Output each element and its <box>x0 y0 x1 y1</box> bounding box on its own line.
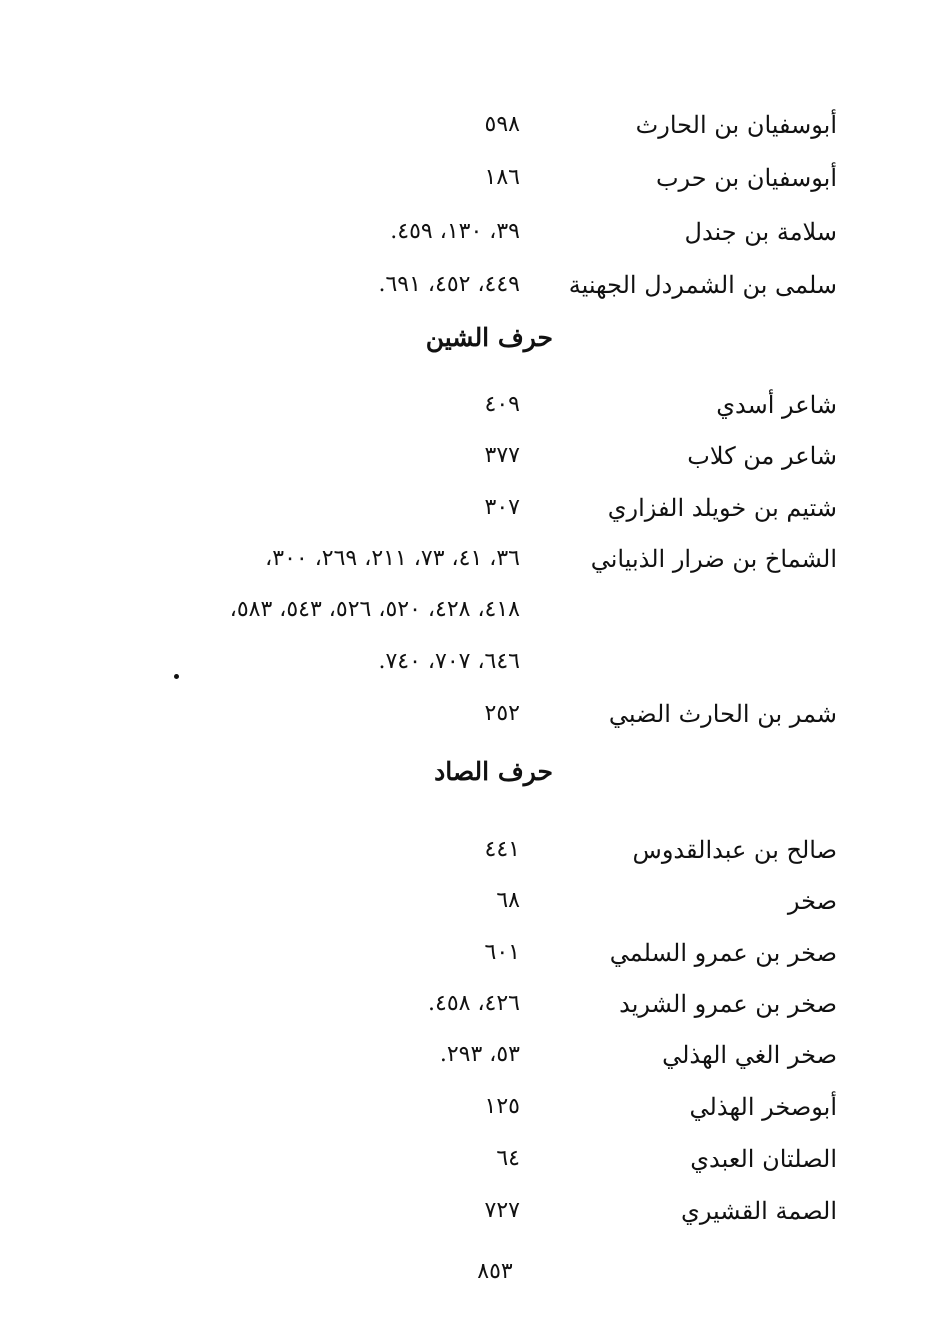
section-heading-shin: حرف الشين <box>425 323 553 352</box>
entry-pages: ٤٤٩، ٤٥٢، ٦٩١. <box>378 272 520 297</box>
entry-pages: ٢٥٢ <box>484 701 520 726</box>
entry-name: صخر بن عمرو السلمي <box>609 939 837 967</box>
entry-pages: ٦٨ <box>496 888 520 913</box>
entry-name: شمر بن الحارث الضبي <box>608 700 837 728</box>
entry-pages: ١٢٥ <box>484 1094 520 1119</box>
page-number: ٨٥٣ <box>477 1259 513 1284</box>
entry-name: صخر <box>787 887 837 915</box>
index-entry <box>0 539 945 579</box>
entry-pages: ٤١٨، ٤٢٨، ٥٢٠، ٥٢٦، ٥٤٣، ٥٨٣، <box>229 597 520 622</box>
entry-pages: ٤٢٦، ٤٥٨. <box>428 991 520 1016</box>
index-entry <box>0 1191 945 1231</box>
index-entry <box>0 1087 945 1127</box>
index-entry <box>0 265 945 305</box>
entry-pages: ٥٩٨ <box>484 112 520 137</box>
entry-pages: ٣٠٧ <box>484 495 520 520</box>
entry-pages: ٣٦، ٤١، ٧٣، ٢١١، ٢٦٩، ٣٠٠، <box>265 546 520 571</box>
entry-pages: ٥٣، ٢٩٣. <box>439 1042 520 1067</box>
entry-pages: ٤٠٩ <box>484 392 520 417</box>
entry-pages: ٤٤١ <box>484 837 520 862</box>
section-heading-sad: حرف الصاد <box>434 757 553 786</box>
entry-pages: ٧٢٧ <box>484 1198 520 1223</box>
entry-name: الصلتان العبدي <box>690 1145 837 1173</box>
index-entry <box>0 881 945 921</box>
index-entry <box>0 158 945 198</box>
entry-name: سلمى بن الشمردل الجهنية <box>568 271 837 299</box>
index-entry <box>0 212 945 252</box>
stray-dot <box>174 674 179 679</box>
index-entry <box>0 933 945 973</box>
index-entry <box>0 436 945 476</box>
entry-name: الشماخ بن ضرار الذبياني <box>590 545 837 573</box>
index-entry <box>0 105 945 145</box>
entry-pages: ٣٩، ١٣٠، ٤٥٩. <box>390 219 520 244</box>
index-entry-continuation <box>0 590 945 630</box>
entry-name: أبوسفيان بن حرب <box>655 164 837 192</box>
index-entry <box>0 1035 945 1075</box>
index-entry <box>0 984 945 1024</box>
entry-name: صالح بن عبدالقدوس <box>632 836 837 864</box>
index-entry <box>0 385 945 425</box>
entry-pages: ٦٤ <box>496 1146 520 1171</box>
entry-name: الصمة القشيري <box>681 1197 837 1225</box>
entry-name: صخر بن عمرو الشريد <box>619 990 837 1018</box>
index-entry <box>0 488 945 528</box>
entry-pages: ٣٧٧ <box>484 443 520 468</box>
entry-pages: ٦٤٦، ٧٠٧، ٧٤٠. <box>378 649 520 674</box>
entry-name: أبوسفيان بن الحارث <box>635 111 837 139</box>
entry-pages: ١٨٦ <box>484 165 520 190</box>
index-entry <box>0 694 945 734</box>
index-entry-continuation <box>0 642 945 682</box>
index-entry <box>0 1139 945 1179</box>
entry-name: شاعر أسدي <box>716 391 837 419</box>
entry-pages: ٦٠١ <box>484 940 520 965</box>
entry-name: صخر الغي الهذلي <box>662 1041 837 1069</box>
entry-name: شاعر من كلاب <box>687 442 837 470</box>
index-entry <box>0 830 945 870</box>
entry-name: شتيم بن خويلد الفزاري <box>607 494 837 522</box>
entry-name: سلامة بن جندل <box>684 218 837 246</box>
entry-name: أبوصخر الهذلي <box>689 1093 837 1121</box>
